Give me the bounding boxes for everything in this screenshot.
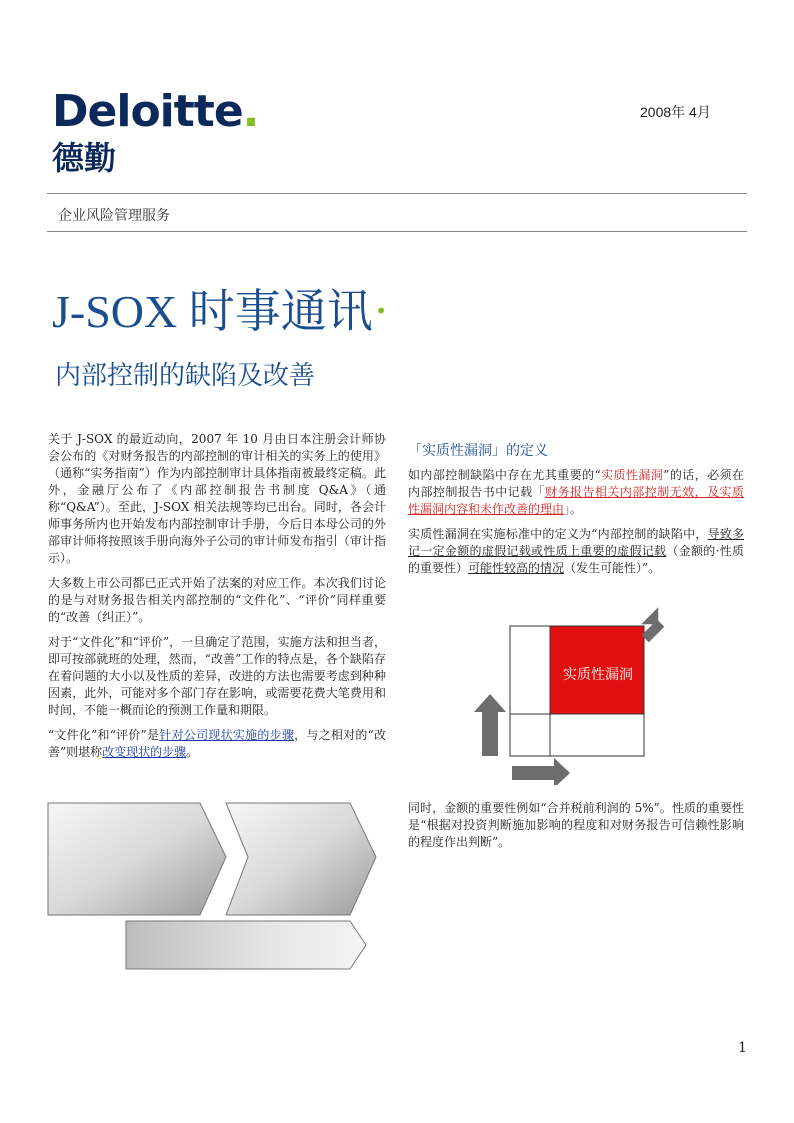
right-column-top [408, 467, 744, 585]
materiality-matrix-diagram [408, 580, 748, 785]
text-segment: （金额的·性质的重要性） [408, 544, 744, 575]
logo-text: Deloitte [52, 86, 243, 137]
text-segment: 。 [186, 745, 199, 759]
title-text: J-SOX 时事通讯 [52, 286, 373, 337]
title-dot: · [372, 282, 390, 338]
link-report-statement[interactable]: 财务报告相关内部控制无效，及实质性漏洞内容和未作改善的理由 [408, 485, 744, 516]
link-change-steps[interactable]: 改变现状的步骤 [102, 745, 187, 759]
matrix-cell-label: 实质性漏洞 [563, 667, 633, 683]
process-arrow-diagram [40, 795, 380, 980]
right-arrow-icon [512, 758, 570, 785]
service-line: 企业风险管理服务 [58, 208, 170, 224]
paragraph [408, 467, 744, 518]
text-segment: 」。 [564, 502, 583, 516]
issue-date: 2008年 4月 [640, 104, 711, 120]
deloitte-logo [52, 86, 262, 178]
up-arrow-icon [474, 694, 506, 756]
diagonal-arrow-icon [641, 607, 666, 642]
arrow-shape-3 [126, 921, 366, 969]
text-segment: “文件化”和“评价”是 [48, 728, 160, 742]
header-divider-bottom [47, 231, 747, 232]
text-segment: ，与之相对的“改善”则堪称 [48, 728, 386, 759]
arrow-shape-2 [226, 803, 376, 915]
underlined-likelihood: 可能性较高的情况 [468, 561, 565, 575]
section-heading: 「实质性漏洞」的定义 [408, 443, 548, 459]
paragraph: 同时，金额的重要性例如“合并税前利润的 5%”。性质的重要性是“根据对投资判断施加影响的程度和对财务报告可信赖性影响的程度作出判断”。 [408, 801, 744, 849]
left-column [48, 431, 386, 769]
logo-chinese: 德勤 [52, 139, 117, 177]
text-segment: （发生可能性）”。 [564, 561, 661, 575]
page-number: 1 [738, 1040, 747, 1056]
right-column-bottom [408, 800, 744, 859]
paragraph [48, 727, 386, 761]
link-current-state-steps[interactable]: 针对公司现状实施的步骤 [159, 728, 295, 742]
paragraph: 大多数上市公司都已正式开始了法案的对应工作。本次我们讨论的是与对财务报告相关内部控制的“文件化”、“评价”同样重要的“改善（纠正）”。 [48, 576, 386, 624]
newsletter-subtitle: 内部控制的缺陷及改善 [55, 361, 316, 391]
material-weakness-term: 实质性漏洞 [600, 468, 664, 482]
logo-dot: . [242, 86, 259, 137]
header-divider-top [47, 193, 747, 194]
text-segment: 如内部控制缺陷中存在尤其重要的“ [408, 468, 601, 482]
text-segment: 实质性漏洞在实施标准中的定义为“内部控制的缺陷中， [408, 527, 708, 541]
paragraph: 关于 J-SOX 的最近动向，2007 年 10 月由日本注册会计师协会公布的《对财务报告的内部控制的审计相关的实务上的使用》（通称“实务指南”）作为内部控制审计具体指南被最终定稿。此外，金融厅公布了《内部控制报告书制度 Q&A》（通称“Q&A”）。至此，J-SOX 相关法规等均已出台。同时，各会计师事务所内也开始发布内部控制审计手册，今后日本母公司的外部审计师将按照该手册向海外子公司的审计师发布指引（审计指示）。 [48, 432, 386, 565]
newsletter-title [52, 282, 389, 340]
paragraph [408, 526, 744, 577]
text-segment: ”的话，必须在内部控制报告书中记载「 [408, 468, 744, 499]
paragraph: 对于“文件化”和“评价”，一旦确定了范围，实施方法和担当者，即可按部就班的处理，然而，“改善”工作的特点是，各个缺陷存在着问题的大小以及性质的差异，改进的方法也需要考虑到种种因素，此外，可能对多个部门存在影响，或需要花费大笔费用和时间，不能一概而论的预测工作量和期限。 [48, 635, 386, 717]
underlined-definition: 导致多记一定金额的虚假记载或性质上重要的虚假记载 [408, 527, 744, 558]
arrow-shape-1 [48, 803, 226, 915]
